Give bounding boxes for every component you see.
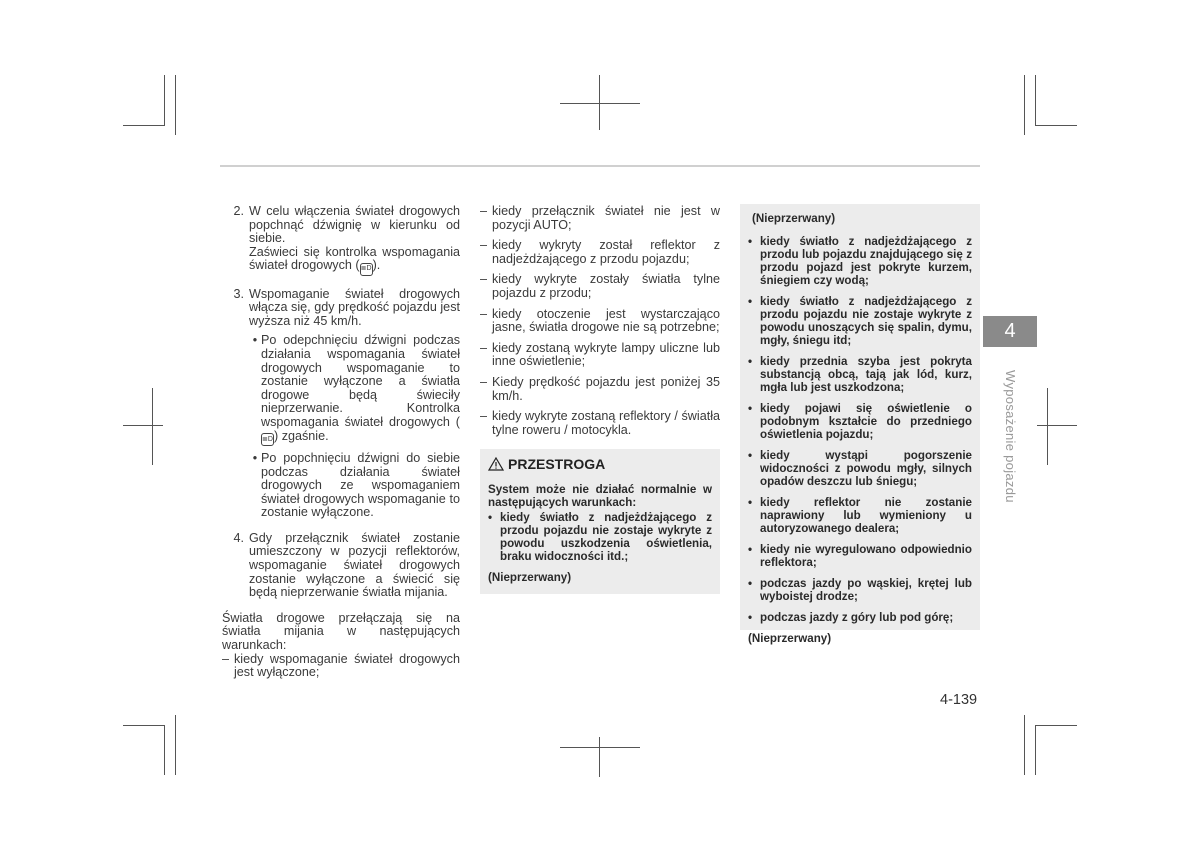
item-note: Zaświeci się kontrolka wspomagania świateł drogowych (≣D). [249,246,460,276]
list-item [222,205,460,276]
item-text: W celu włączenia świateł drogowych popchnąć dźwignię w kierunku od siebie. [249,204,460,246]
crop-mark [1035,725,1077,726]
dash-item: – kiedy wykryte zostaną reflektory / światła tylne roweru / motocykla. [480,409,720,437]
dash-item: – kiedy przełącznik świateł nie jest w pozycji AUTO; [480,204,720,232]
dash-item: – kiedy otoczenie jest wystarczająco jasne, światła drogowe nie są potrzebne; [480,306,720,335]
high-beam-assist-icon: ≣D [261,433,274,446]
sub-bullet: • Po odepchnięciu dźwigni podczas działania wspomagania świateł drogowych wspomaganie to zostanie wyłączone a światła drogowe będą świeciły nieprzerwanie. Kontrolka wspomagania świateł drogowych (≣D) zgaśnie. [249,334,460,445]
crop-mark [152,388,153,465]
continued-label: (Nieprzerwany) [488,571,572,585]
item-number: 4. [233,530,244,545]
column-middle [480,205,720,594]
crop-mark [599,75,600,130]
caution-bullet: • kiedy światło z nadjeżdżającego z przodu pojazdu nie zostaje wykryte z powodu uszkodzenia oświetlenia, braku widoczności itd.; [488,511,712,564]
crop-mark [1035,75,1036,125]
crop-mark [1024,715,1025,775]
crop-mark [164,75,165,125]
dash-item: – kiedy wykryty został reflektor z nadjeżdżającego z przodu pojazdu; [480,238,720,266]
caution-bullet: • kiedy światło z nadjeżdżającego z przodu lub pojazdu znajdującego się z przodu pojazd jest pokryte kurzem, śniegiem czy wodą; [748,235,972,287]
crop-mark [175,715,176,775]
crop-mark [123,425,163,426]
caution-bullet: • kiedy światło z nadjeżdżającego z przodu pojazdu nie zostaje wykryte z powodu unoszących się spalin, dymu, mgły, śniegu itd; [748,295,972,347]
page-number: 4-139 [940,692,978,708]
caution-bullet: • kiedy reflektor nie zostanie naprawiony lub wymieniony u autoryzowanego dealera; [748,496,972,535]
warning-triangle-icon [488,457,504,471]
crop-mark [1035,125,1077,126]
crop-mark [1037,425,1077,426]
caution-box-continued [740,204,980,645]
item-text: Wspomaganie świateł drogowych włącza się, gdy prędkość pojazdu jest wyższa niż 45 km/h. [249,286,460,328]
sub-bullet: • Po popchnięciu dźwigni do siebie podczas działania świateł drogowych ze wspomaganiem świateł drogowych wspomaganie to zostanie wyłączone. [252,450,460,520]
column-right [740,204,980,645]
item-text: Gdy przełącznik świateł zostanie umieszczony w pozycji reflektorów, wspomaganie świateł drogowych zostanie wyłączone a świecić się będą nieprzerwanie światła mijania. [249,530,460,600]
header-rule [220,165,980,167]
chapter-tab: 4 [983,316,1037,347]
caution-bullet-list [748,235,972,624]
high-beam-assist-icon: ≣D [360,263,373,276]
crop-mark [164,725,165,775]
item-number: 3. [233,286,244,301]
caution-intro: System może nie działać normalnie w następujących warunkach: [488,483,712,510]
continued-label: (Nieprzerwany) [752,212,836,225]
caution-bullet: • podczas jazdy po wąskiej, krętej lub wyboistej drodze; [748,577,972,603]
dash-item: – kiedy zostaną wykryte lampy uliczne lub inne oświetlenie; [480,340,720,369]
dash-item: – kiedy wykryte zostały światła tylne pojazdu z przodu; [480,272,720,300]
crop-mark [1024,75,1025,135]
list-item [222,288,460,520]
caution-box [480,449,720,594]
dash-item: – Kiedy prędkość pojazdu jest poniżej 35 km/h. [480,374,720,403]
caution-bullet: • kiedy nie wyregulowano odpowiednio reflektora; [748,543,972,569]
crop-mark [560,747,640,748]
dash-list [480,205,720,437]
column-left [222,205,460,687]
crop-mark [123,725,165,726]
chapter-title: Wyposażenie pojazdu [1003,370,1018,503]
caution-bullet: • kiedy przednia szyba jest pokryta substancją obcą, tają jak lód, kurz, mgła lub jest uszkodzona; [748,355,972,394]
caution-bullet: • kiedy wystąpi pogorszenie widoczności z powodu mgły, silnych opadów deszczu lub śniegu; [748,449,972,488]
list-item [222,532,460,600]
crop-mark [175,75,176,135]
crop-mark [1047,388,1048,465]
dash-item: – kiedy wspomaganie świateł drogowych jest wyłączone; [222,651,460,680]
caution-bullet: • kiedy pojawi się oświetlenie o podobnym kształcie do przedniego oświetlenia pojazdu; [748,402,972,441]
caution-bullet: • podczas jazdy z góry lub pod górę; [748,611,954,624]
continued-label: (Nieprzerwany) [748,632,832,645]
crop-mark [560,103,640,104]
crop-mark [1035,725,1036,775]
item-number: 2. [233,204,244,218]
caution-title: PRZESTROGA [488,457,712,471]
paragraph: Światła drogowe przełączają się na światła mijania w następujących warunkach: [222,610,460,653]
crop-mark [599,737,600,777]
crop-mark [123,125,165,126]
